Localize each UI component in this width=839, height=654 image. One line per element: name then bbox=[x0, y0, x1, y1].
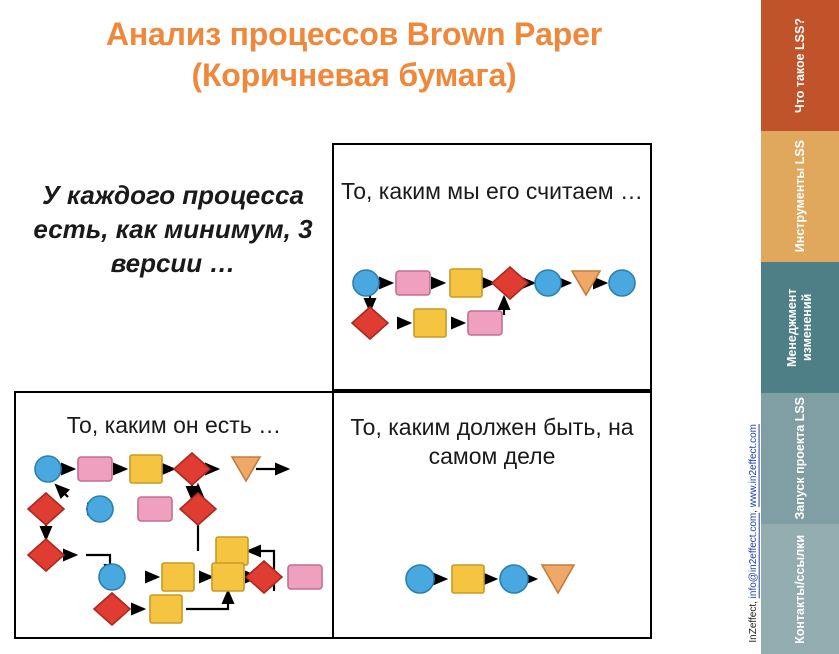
process-node-square bbox=[450, 269, 482, 297]
quadrant-bottom-right bbox=[332, 391, 652, 639]
sidebar-item-change-management[interactable] bbox=[761, 262, 839, 393]
credit-site-link[interactable]: www.in2effect.com bbox=[748, 424, 759, 508]
process-node-diamond bbox=[352, 307, 388, 339]
process-node-triangle bbox=[572, 271, 600, 295]
process-node-rect bbox=[138, 497, 172, 521]
sidebar-item-label: Инструменты LSS bbox=[792, 140, 807, 253]
process-node-diamond bbox=[180, 493, 216, 525]
sidebar-item-label: Контакты/ссылки bbox=[792, 534, 807, 644]
quadrant-bottom-left bbox=[14, 391, 334, 639]
footer-credit bbox=[748, 424, 759, 646]
process-node-square bbox=[452, 565, 484, 593]
credit-prefix: InZeffect, bbox=[748, 601, 759, 643]
process-node-rect bbox=[468, 311, 502, 335]
process-node-diamond bbox=[94, 593, 130, 625]
process-node-circle bbox=[406, 565, 434, 593]
quadrant-top-left-text: У каждого процесса есть, как минимум, 3 версии … bbox=[33, 180, 313, 278]
sidebar-item-lss-tools[interactable] bbox=[761, 131, 839, 262]
quadrant-top-right bbox=[332, 143, 652, 391]
process-node-circle bbox=[99, 564, 125, 590]
quadrant-top-left bbox=[14, 143, 332, 391]
process-node-diamond bbox=[246, 561, 282, 593]
sidebar-item-project-launch[interactable] bbox=[761, 393, 839, 524]
process-node-triangle bbox=[232, 457, 260, 481]
process-node-diamond bbox=[492, 267, 528, 299]
process-node-diamond bbox=[174, 453, 210, 485]
sidebar-item-label: Менеджмент изменений bbox=[785, 288, 814, 367]
process-diagram-perceived bbox=[334, 263, 650, 378]
process-node-square bbox=[212, 563, 244, 591]
process-node-square bbox=[130, 455, 162, 483]
process-node-square bbox=[150, 595, 182, 623]
sidebar-item-contacts-links[interactable] bbox=[761, 524, 839, 654]
sidebar-item-what-is-lss[interactable] bbox=[761, 0, 839, 131]
sidebar-item-label: Что такое LSS? bbox=[792, 17, 807, 114]
process-node-rect bbox=[78, 457, 112, 481]
process-node-square bbox=[414, 309, 446, 337]
page-title: Анализ процессов Brown Paper (Коричневая бумага) bbox=[106, 16, 602, 93]
process-node-triangle bbox=[542, 565, 574, 593]
process-node-square bbox=[216, 537, 248, 565]
process-node-circle bbox=[35, 456, 61, 482]
quadrant-top-right-text: То, каким мы его считаем … bbox=[340, 178, 644, 204]
quadrant-bottom-right-text: То, каким должен быть, на самом деле bbox=[350, 414, 634, 469]
quadrant-bottom-left-text: То, каким он есть … bbox=[66, 412, 282, 438]
process-node-circle bbox=[87, 496, 113, 522]
process-node-circle bbox=[535, 270, 561, 296]
process-diagram-ideal bbox=[334, 553, 650, 618]
credit-separator: , bbox=[748, 510, 759, 514]
process-node-circle bbox=[353, 270, 379, 296]
credit-email-link[interactable]: info@in2effect.com bbox=[748, 513, 759, 599]
quadrant-grid bbox=[14, 143, 652, 639]
process-diagram-actual bbox=[16, 451, 332, 642]
process-node-diamond bbox=[28, 493, 64, 525]
process-node-rect bbox=[396, 271, 430, 295]
sidebar-item-label: Запуск проекта LSS bbox=[792, 397, 807, 520]
process-node-circle bbox=[500, 565, 528, 593]
process-node-square bbox=[162, 563, 194, 591]
process-node-rect bbox=[288, 565, 322, 589]
process-node-diamond bbox=[28, 539, 64, 571]
section-nav-sidebar bbox=[761, 0, 839, 654]
process-node-circle bbox=[609, 270, 635, 296]
